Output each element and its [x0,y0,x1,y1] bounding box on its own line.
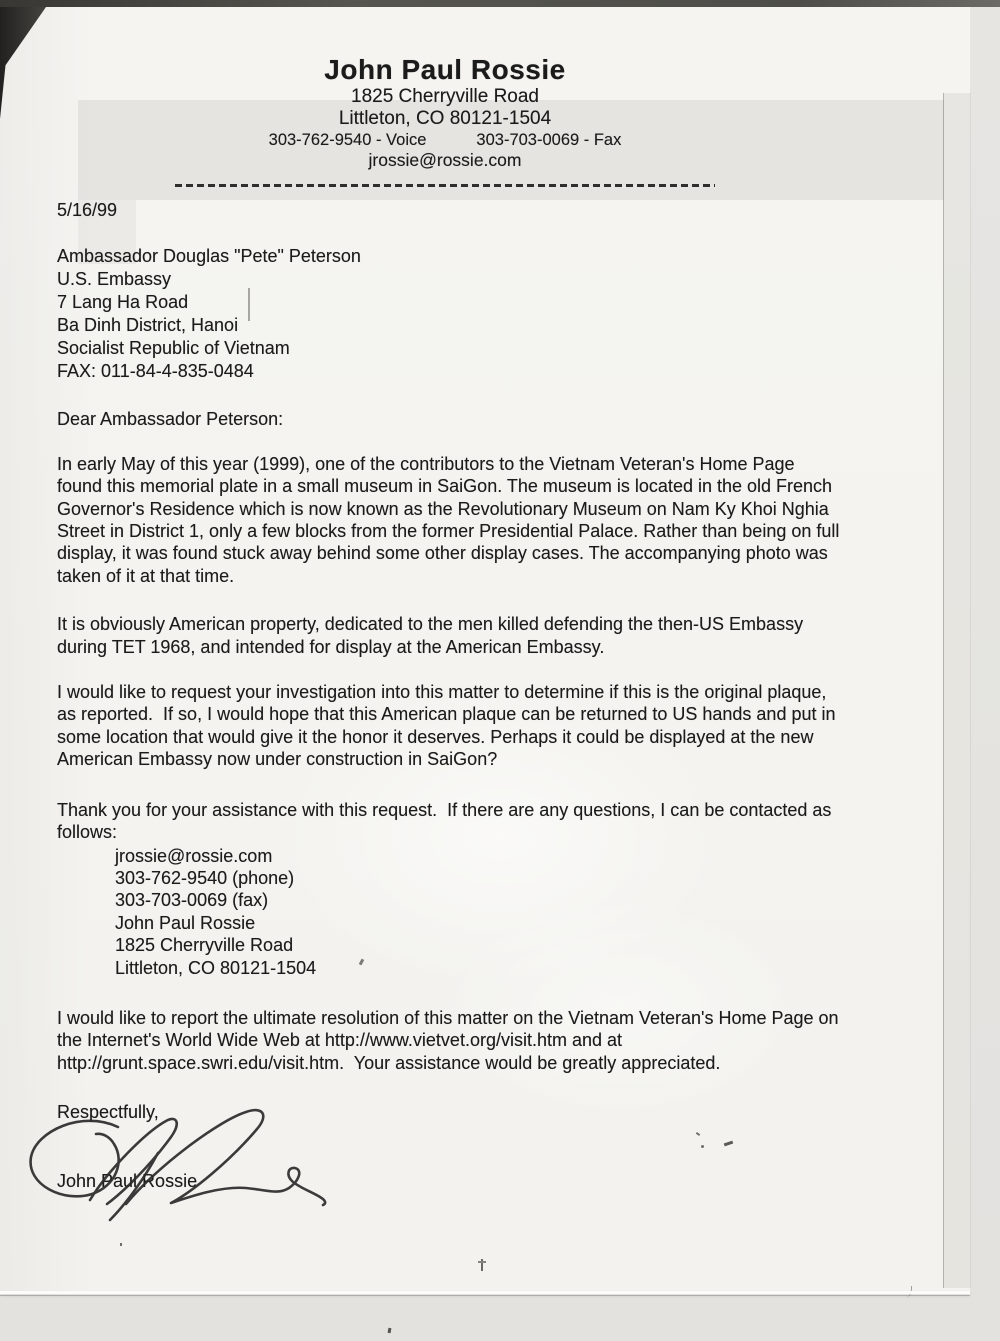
recipient-line: U.S. Embassy [57,269,172,290]
letterhead-email: jrossie@rossie.com [368,150,522,170]
contact-line: John Paul Rossie [115,912,256,933]
contact-line: jrossie@rossie.com [115,845,273,866]
recipient-line: Socialist Republic of Vietnam [57,338,290,359]
scan-edge-top [0,0,1000,7]
paragraph-museum-find: In early May of this year (1999), one of the contributors to the Vietnam Veteran's Home Page found this memorial plate in a small museum in SaiGon. The museum is located in the old French Governor's Residence which is now known as the Revolutionary Museum on Nam Ky Khoi Nghia Street in District 1, only a few blocks from the former Presidential Palace. Rather than being on full display, it was found stuck away behind some other display cases. The accompanying photo was taken of it at that time. [57,453,845,586]
paragraph-thanks-contact: Thank you for your assistance with this request. If there are any questions, I can be contacted as follows: [57,799,837,843]
ink-speck [120,1243,122,1246]
recipient-line: FAX: 011-84-4-835-0484 [57,361,254,382]
paragraph-request-investigation: I would like to request your investigation into this matter to determine if this is the original plaque, as reported. If so, I would hope that this American plaque can be returned to US hands and put in some location that would give it the honor it deserves. Perhaps it could be displayed at the new American Embassy now under construction in SaiGon? [57,682,841,770]
ink-speck [478,1261,486,1263]
letterhead-fax: 303-703-0069 - Fax [476,131,622,149]
scan-stray-line [248,288,250,321]
contact-line: 303-762-9540 (phone) [115,867,295,888]
letterhead-name: John Paul Rossie [324,54,566,85]
letterhead [0,53,890,170]
recipient-line: Ba Dinh District, Hanoi [57,315,239,336]
paragraph-american-property: It is obviously American property, dedicated to the men killed defending the then-US Embassy during TET 1968, and intended for display at the American Embassy. [57,614,809,657]
letterhead-street: 1825 Cherryville Road [351,86,539,107]
letterhead-phone-line [0,130,890,150]
letterhead-voice: 303-762-9540 - Voice [268,131,427,149]
contact-line: 303-703-0069 (fax) [115,890,269,911]
dashed-separator [175,184,715,187]
valediction: Respectfully, [57,1102,159,1123]
letter-date: 5/16/99 [57,200,118,220]
paper-bottom-edge [0,1291,970,1294]
handwritten-signature [20,1107,350,1225]
letter-body [57,199,845,1192]
recipient-line: 7 Lang Ha Road [57,292,189,313]
contact-line: 1825 Cherryville Road [115,935,294,956]
recipient-line: Ambassador Douglas "Pete" Peterson [57,246,361,267]
letterhead-city: Littleton, CO 80121-1504 [338,108,552,129]
recipient-address-block [57,245,840,383]
contact-info-block [115,845,840,979]
ink-speck [388,1328,392,1333]
letter-paper [0,7,970,1296]
paper-right-crease [943,93,971,1288]
typed-signature-name: John Paul Rossie [57,1170,198,1191]
salutation: Dear Ambassador Peterson: [57,409,284,430]
contact-line: Littleton, CO 80121-1504 [115,957,317,978]
ink-speck [701,1145,704,1148]
paragraph-resolution-report: I would like to report the ultimate resolution of this matter on the Vietnam Veteran's Home Page on the Internet's World Wide Web at http://www.vietvet.org/visit.htm and at http://grunt.space.swri.edu/visit.htm. Your assistance would be greatly appreciated. [57,1007,844,1073]
